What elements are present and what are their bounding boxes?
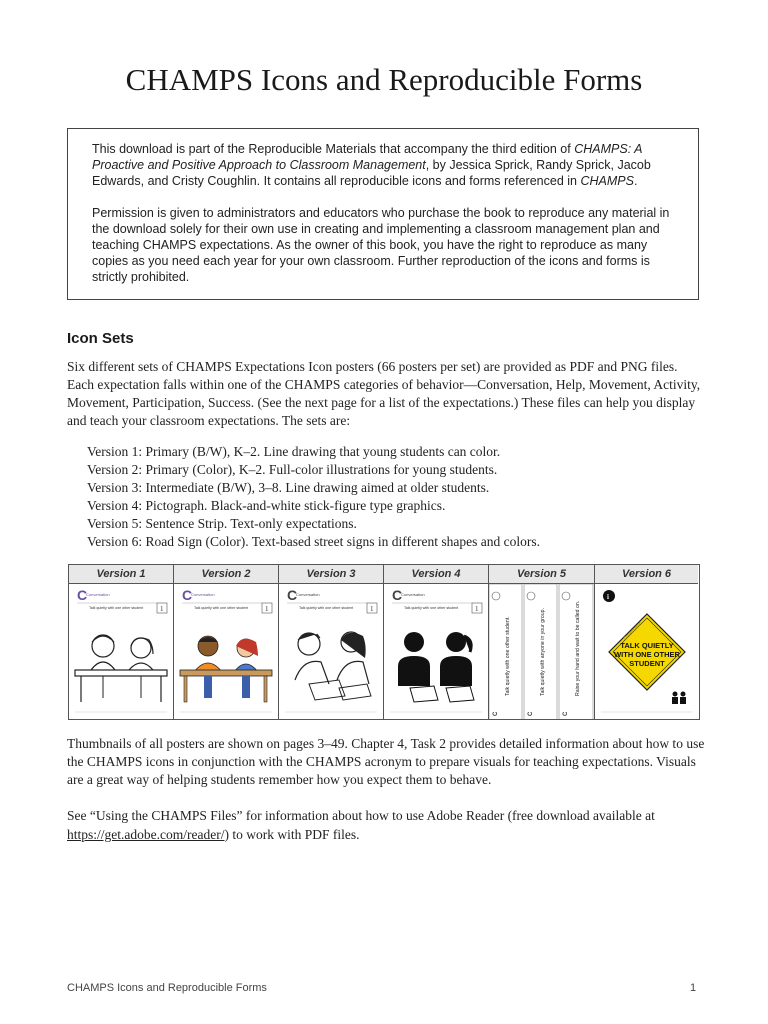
sentence-strips-icon (489, 584, 594, 719)
intro-text-b: , by Jessica Sprick, Randy Sprick, Jacob Edwards, and Cristy Coughlin. It contains all reproducible icons and forms referenced in (92, 158, 651, 188)
intro-text-c: . (633, 174, 638, 188)
page-number: 1 (690, 982, 697, 994)
poster-number: 1 (475, 605, 479, 613)
pictograph-students-icon (384, 584, 488, 719)
thumbnail-header: Version 5 (489, 565, 594, 584)
poster-letter: C (392, 587, 403, 603)
road-sign-icon (595, 584, 698, 719)
line-drawing-older-students-icon (279, 584, 383, 719)
see-text-before: See “Using the CHAMPS Files” for information about how to use Adobe Reader (free download available at (67, 808, 655, 823)
thumbnails-paragraph: Thumbnails of all posters are shown on pages 3–49. Chapter 4, Task 2 provides detailed information about how to use the CHAMPS icons in conjunction with the CHAMPS acronym to prepare visuals for teaching expectations. Visuals are a great way of helping students remember how you expect them to behave. (67, 736, 705, 787)
version-item: Version 1: Primary (B/W), K–2. Line drawing that young students can color. (87, 444, 501, 459)
poster-number: 1 (370, 605, 374, 613)
road-sign-thumbnail (595, 584, 698, 719)
sentence-strip-thumbnail (489, 584, 594, 719)
strip-text: Talk quietly with anyone in your group. (540, 608, 546, 696)
poster-letter: C (287, 587, 298, 603)
intro-text-a: This download is part of the Reproducible Materials that accompany the third edition of (92, 142, 575, 156)
thumbnail-version-3 (279, 565, 384, 719)
poster-number: 1 (265, 605, 269, 613)
poster-category: Conversation (191, 592, 215, 597)
thumbnail-version-5 (489, 565, 595, 719)
thumbnail-version-6 (595, 565, 698, 719)
version-item: Version 5: Sentence Strip. Text-only expectations. (87, 516, 357, 531)
poster-caption: Talk quietly with one other student (89, 606, 144, 610)
sign-banner: Conversation (622, 620, 643, 641)
thumbnail-header: Version 6 (595, 565, 698, 584)
poster-caption: Talk quietly with one other student (404, 606, 459, 610)
icon-sets-heading: Icon Sets (67, 330, 134, 347)
poster-caption: Talk quietly with one other student (194, 606, 249, 610)
thumbnail-header: Version 2 (174, 565, 278, 584)
sign-line: WITH ONE OTHER (614, 650, 680, 659)
line-drawing-students-icon (69, 584, 173, 719)
version-item: Version 4: Pictograph. Black-and-white stick-figure type graphics. (87, 498, 446, 513)
see-text-after: ) to work with PDF files. (224, 827, 360, 842)
thumbnail-table (68, 564, 700, 720)
poster-category: Conversation (401, 592, 425, 597)
thumbnail-version-1 (69, 565, 174, 719)
adobe-reader-paragraph (67, 806, 707, 844)
poster-thumbnail (279, 584, 383, 719)
thumbnail-header: Version 3 (279, 565, 383, 584)
strip-text: Talk quietly with one other student. (505, 616, 511, 696)
strip-letter: C (528, 711, 534, 716)
thumbnail-version-2 (174, 565, 279, 719)
color-drawing-students-icon (174, 584, 278, 719)
adobe-reader-link[interactable]: https://get.adobe.com/reader/ (67, 827, 225, 842)
book-short-title: CHAMPS (580, 174, 634, 188)
thumbnail-header: Version 4 (384, 565, 488, 584)
poster-thumbnail (174, 584, 278, 719)
thumbnail-version-4 (384, 565, 489, 719)
sign-line: STUDENT (629, 659, 665, 668)
strip-letter: C (563, 711, 569, 716)
sign-line: TALK QUIETLY (620, 641, 674, 650)
poster-category: Conversation (86, 592, 110, 597)
poster-letter: C (77, 587, 88, 603)
poster-caption: Talk quietly with one other student (299, 606, 354, 610)
version-item: Version 6: Road Sign (Color). Text-based street signs in different shapes and colors. (87, 534, 540, 549)
version-list (87, 443, 540, 551)
poster-thumbnail (69, 584, 173, 719)
thumbnail-header: Version 1 (69, 565, 173, 584)
intro-paragraph-1 (92, 141, 680, 189)
book-title: CHAMPS: A Proactive and Positive Approach to Classroom Management (92, 142, 643, 172)
svg-text:i: i (607, 593, 609, 601)
poster-thumbnail (384, 584, 488, 719)
page-title: CHAMPS Icons and Reproducible Forms (125, 62, 643, 97)
footer-title: CHAMPS Icons and Reproducible Forms (67, 982, 267, 994)
version-item: Version 3: Intermediate (B/W), 3–8. Line drawing aimed at older students. (87, 480, 490, 495)
version-item: Version 2: Primary (Color), K–2. Full-color illustrations for young students. (87, 462, 498, 477)
strip-letter: C (493, 711, 499, 716)
poster-category: Conversation (296, 592, 320, 597)
poster-letter: C (182, 587, 193, 603)
strip-text: Raise your hand and wait to be called on. (575, 600, 581, 696)
icon-sets-paragraph: Six different sets of CHAMPS Expectations Icon posters (66 posters per set) are provided as PDF and PNG files. Each expectation falls within one of the CHAMPS categories of behavior—Conversation, Help, Movement, Activity, Movement, Participation, Success. (See the next page for a list of the expectations.) These files can help you display and teach your classroom expectations. The sets are: (67, 359, 701, 428)
intro-box (67, 128, 699, 300)
poster-number: 1 (160, 605, 164, 613)
intro-paragraph-2: Permission is given to administrators and educators who purchase the book to reproduce any material in the download solely for their own use in creating and implementing a classroom management plan and teaching CHAMPS expectations. As the owner of this book, you have the right to reproduce as many copies as you need each year for your own classroom. Further reproduction of the icons and forms is strictly prohibited. (92, 206, 670, 284)
